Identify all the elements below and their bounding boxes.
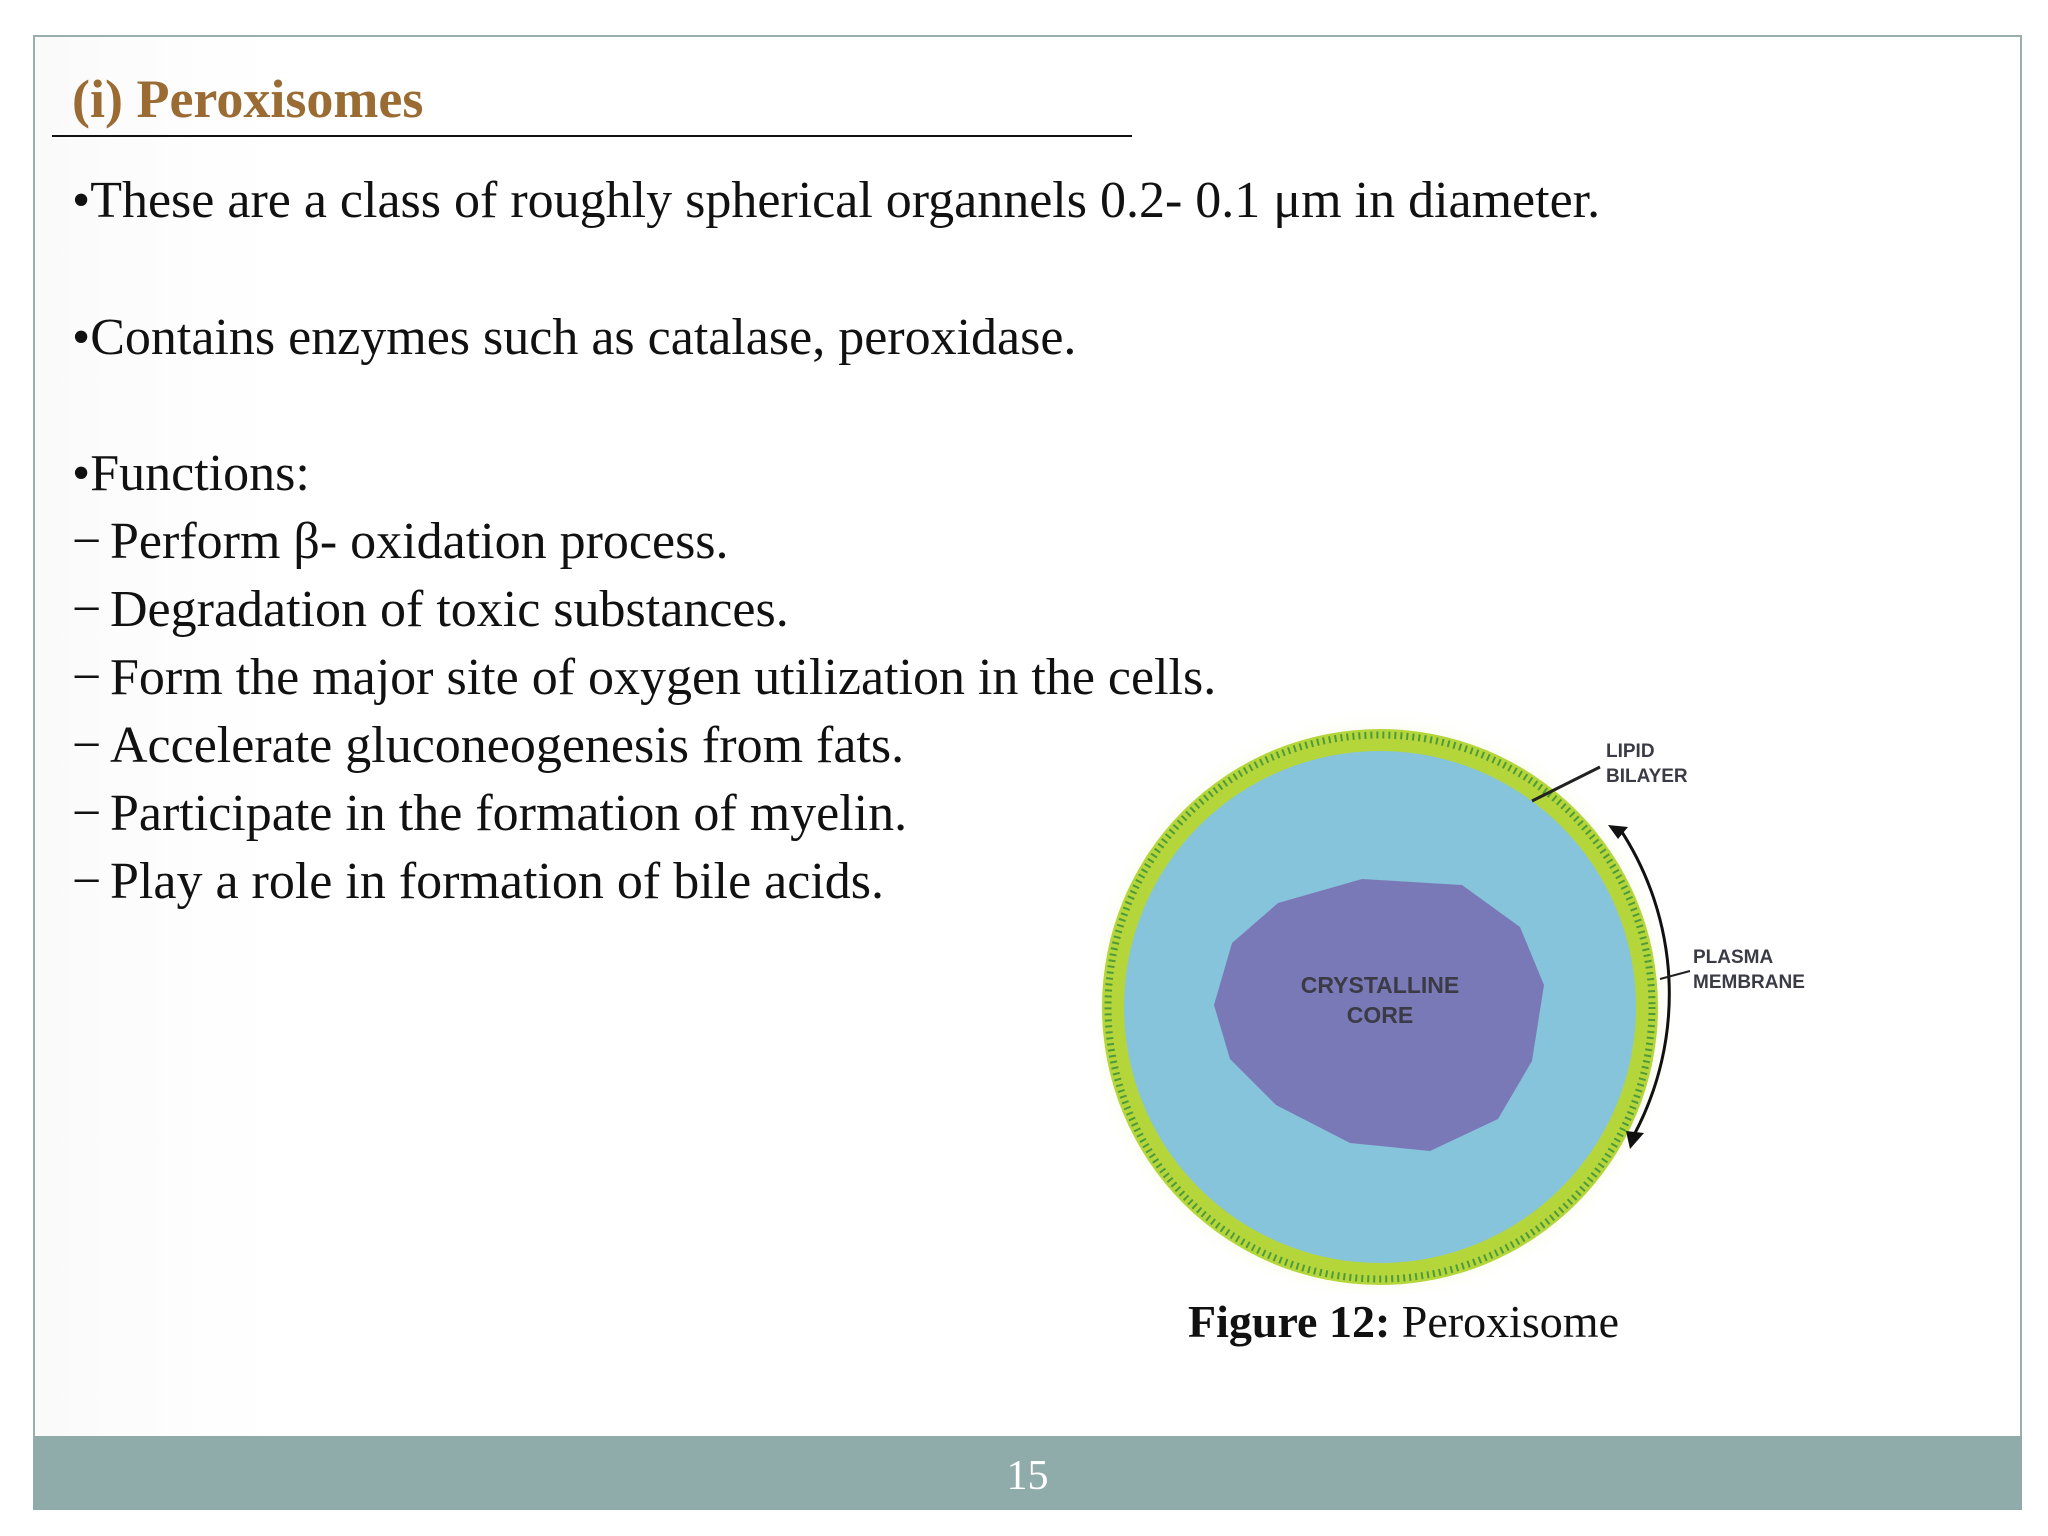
core-label-line1: CRYSTALLINE — [1300, 972, 1460, 998]
bullet-enzymes: •Contains enzymes such as catalase, peroxidase. — [72, 309, 1077, 366]
function-item — [72, 850, 884, 914]
figure-caption-text: Peroxisome — [1390, 1296, 1619, 1347]
footer-bar — [33, 1436, 2022, 1510]
page-number: 15 — [1006, 1453, 1049, 1499]
function-text: Form the major site of oxygen utilization in the cells. — [110, 649, 1217, 706]
dash-glyph: − — [72, 513, 102, 570]
plasma-label-line1: PLASMA — [1693, 947, 1774, 968]
plasma-label-line2: MEMBRANE — [1693, 972, 1805, 993]
function-item — [72, 714, 904, 778]
title-underline — [52, 135, 1132, 137]
core-label-line2: CORE — [1346, 1002, 1414, 1028]
dash-glyph: − — [72, 649, 102, 706]
figure-caption — [1188, 1295, 1619, 1348]
lipid-label-line2: BILAYER — [1606, 766, 1688, 787]
dash-glyph: − — [72, 581, 102, 638]
dash-glyph: − — [72, 785, 102, 842]
function-text: Play a role in formation of bile acids. — [110, 853, 885, 910]
figure-caption-number: Figure 12: — [1188, 1296, 1391, 1347]
slide-title: (i) Peroxisomes — [72, 69, 424, 129]
function-item — [72, 782, 907, 846]
function-item — [72, 646, 1216, 710]
function-text: Perform β- oxidation process. — [110, 513, 729, 570]
dash-glyph: − — [72, 717, 102, 774]
function-item — [72, 510, 729, 574]
function-text: Participate in the formation of myelin. — [110, 785, 908, 842]
peroxisome-diagram — [1100, 705, 1860, 1295]
function-text: Accelerate gluconeogenesis from fats. — [110, 717, 905, 774]
bullet-functions: •Functions: — [72, 445, 310, 502]
lipid-label-line1: LIPID — [1606, 741, 1655, 762]
dash-glyph: − — [72, 853, 102, 910]
bullet-size: •These are a class of roughly spherical organnels 0.2- 0.1 μm in diameter. — [72, 172, 1601, 229]
function-text: Degradation of toxic substances. — [110, 581, 789, 638]
function-item — [72, 578, 789, 642]
peroxisome-svg — [1100, 705, 1860, 1295]
